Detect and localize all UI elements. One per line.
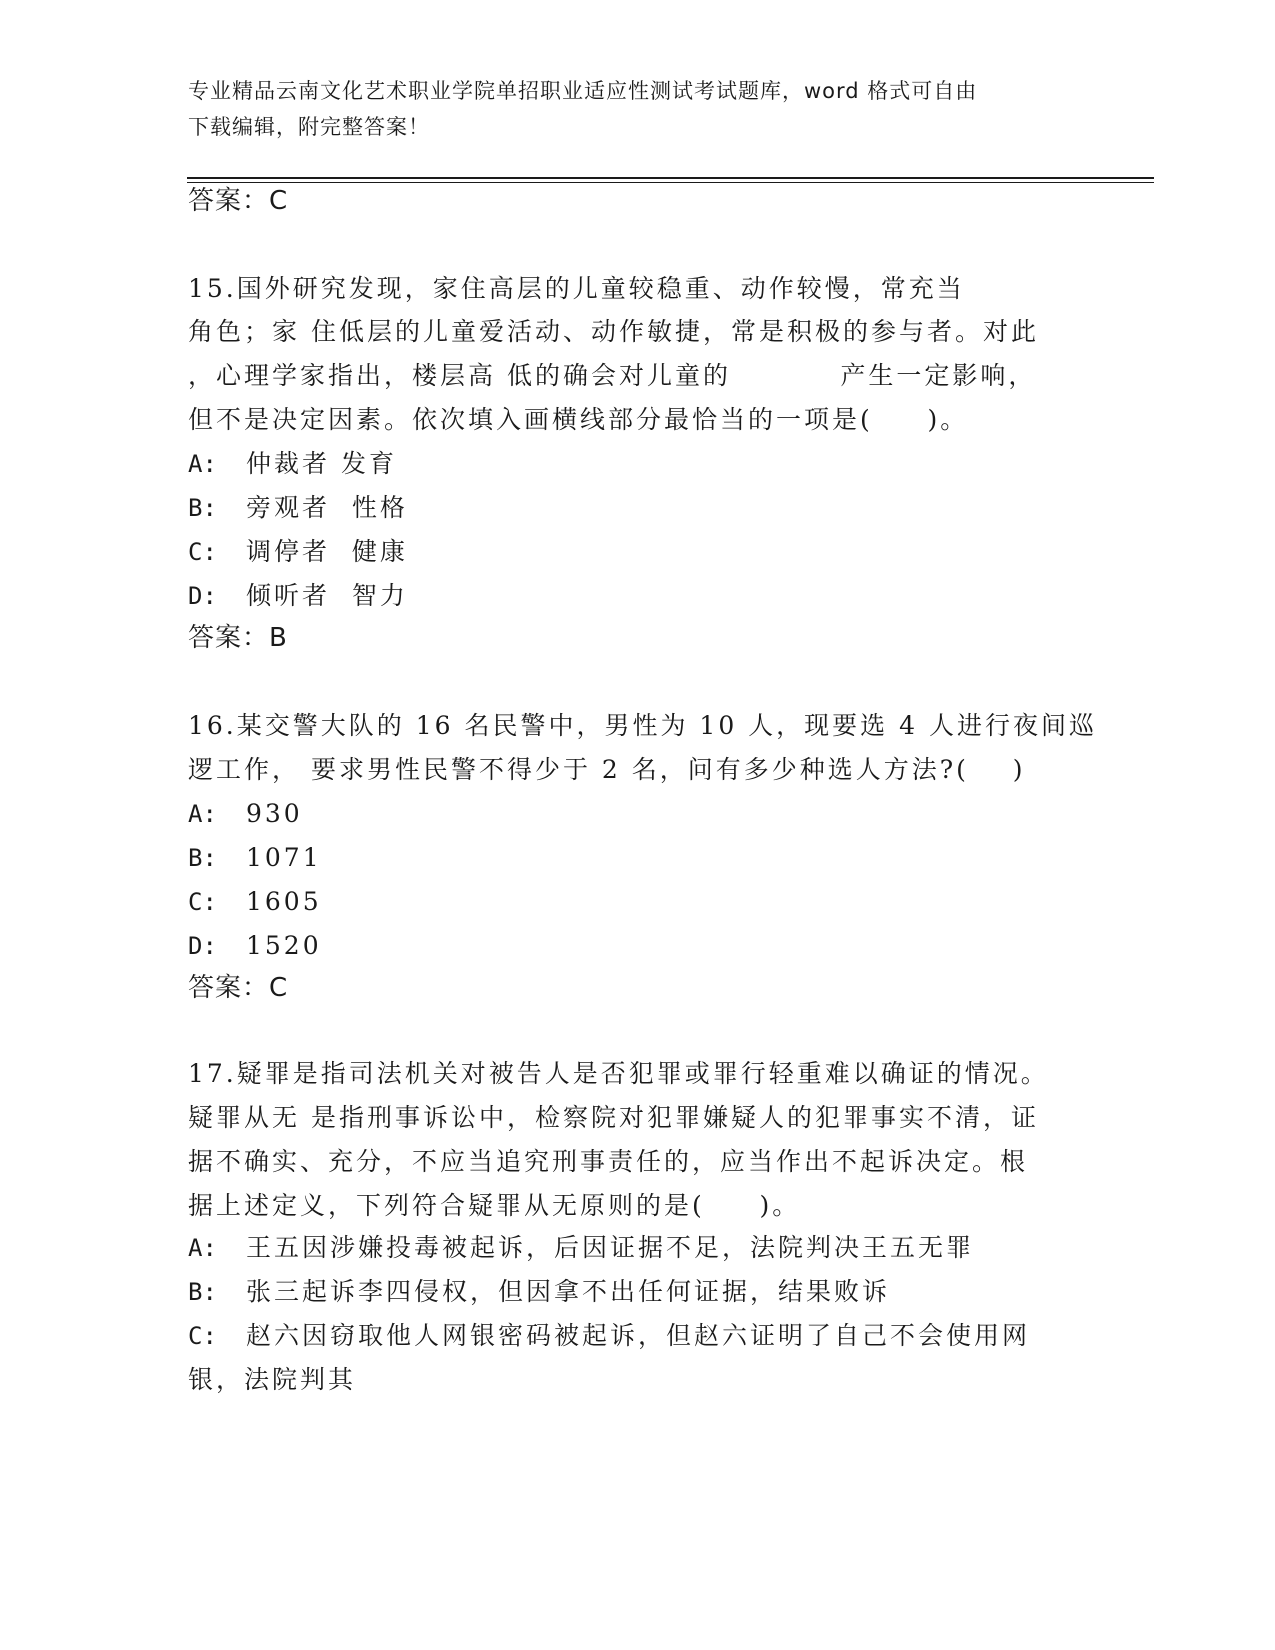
- option-letter: A:: [188, 800, 217, 828]
- q17-option-c-continuation: 银，法院判其: [188, 1365, 357, 1394]
- q17-option-b: [188, 1276, 890, 1308]
- q16-option-a: [188, 798, 303, 830]
- q15-text-line-3: ，心理学家指出，楼层高 低的确会对儿童的 产生一定影响，: [188, 361, 1037, 390]
- header-rule-thin: [187, 182, 1154, 183]
- q17-option-a: [188, 1232, 974, 1264]
- page-header: [188, 73, 1088, 145]
- option-letter: C:: [188, 1322, 217, 1350]
- header-line-2: 下载编辑，附完整答案！: [188, 115, 430, 139]
- option-letter: A:: [188, 450, 217, 478]
- q17-text-line-4: 据上述定义，下列符合疑罪从无原则的是( )。: [188, 1191, 801, 1220]
- option-letter: D:: [188, 582, 217, 610]
- q15-option-c: [188, 536, 408, 568]
- q16-option-b: [188, 842, 322, 874]
- q15-option-d: [188, 580, 408, 612]
- q16-option-c: [188, 886, 322, 918]
- q17-text-line-2: 疑罪从无 是指刑事诉讼中，检察院对犯罪嫌疑人的犯罪事实不清，证: [188, 1103, 1039, 1132]
- option-text: 张三起诉李四侵权，但因拿不出任何证据，结果败诉: [246, 1277, 891, 1306]
- option-text: 调停者 健康: [246, 537, 408, 566]
- option-letter: C:: [188, 538, 217, 566]
- q17-text-line-3: 据不确实、充分，不应当追究刑事责任的，应当作出不起诉决定。根: [188, 1147, 1029, 1176]
- q16-answer: 答案：C: [188, 973, 289, 1003]
- q15-text-line-1: 15.国外研究发现，家住高层的儿童较稳重、动作较慢，常充当: [188, 274, 965, 303]
- option-letter: A:: [188, 1234, 217, 1262]
- option-text: 930: [246, 799, 303, 828]
- option-text: 倾听者 智力: [246, 581, 408, 610]
- option-letter: B:: [188, 844, 217, 872]
- option-letter: B:: [188, 1278, 217, 1306]
- q17-option-c: [188, 1320, 1030, 1352]
- option-text: 仲裁者 发育: [246, 449, 397, 478]
- q15-option-a: [188, 448, 397, 480]
- option-letter: D:: [188, 932, 217, 960]
- option-text: 1605: [246, 887, 322, 916]
- q15-answer: 答案：B: [188, 623, 288, 653]
- option-text: 旁观者 性格: [246, 493, 408, 522]
- option-text: 1520: [246, 931, 322, 960]
- header-line-1: 专业精品云南文化艺术职业学院单招职业适应性测试考试题库，word 格式可自由: [188, 79, 978, 103]
- option-text: 王五因涉嫌投毒被起诉，后因证据不足，法院判决王五无罪: [246, 1233, 975, 1262]
- q15-option-b: [188, 492, 408, 524]
- option-letter: C:: [188, 888, 217, 916]
- q16-option-d: [188, 930, 322, 962]
- q17-text-line-1: 17.疑罪是指司法机关对被告人是否犯罪或罪行轻重难以确证的情况。: [188, 1059, 1049, 1088]
- answer-previous: 答案：C: [188, 186, 289, 216]
- option-text: 1071: [246, 843, 322, 872]
- q15-text-line-4: 但不是决定因素。依次填入画横线部分最恰当的一项是( )。: [188, 405, 969, 434]
- q16-text-line-1: 16.某交警大队的 16 名民警中，男性为 10 人，现要选 4 人进行夜间巡: [188, 711, 1097, 740]
- header-rule-thick: [187, 177, 1154, 179]
- option-letter: B:: [188, 494, 217, 522]
- q16-text-line-2: 逻工作， 要求男性民警不得少于 2 名，问有多少种选人方法?( ): [188, 755, 1026, 784]
- option-text: 赵六因窃取他人网银密码被起诉，但赵六证明了自己不会使用网: [246, 1321, 1031, 1350]
- q15-text-line-2: 角色；家 住低层的儿童爱活动、动作敏捷，常是积极的参与者。对此: [188, 317, 1039, 346]
